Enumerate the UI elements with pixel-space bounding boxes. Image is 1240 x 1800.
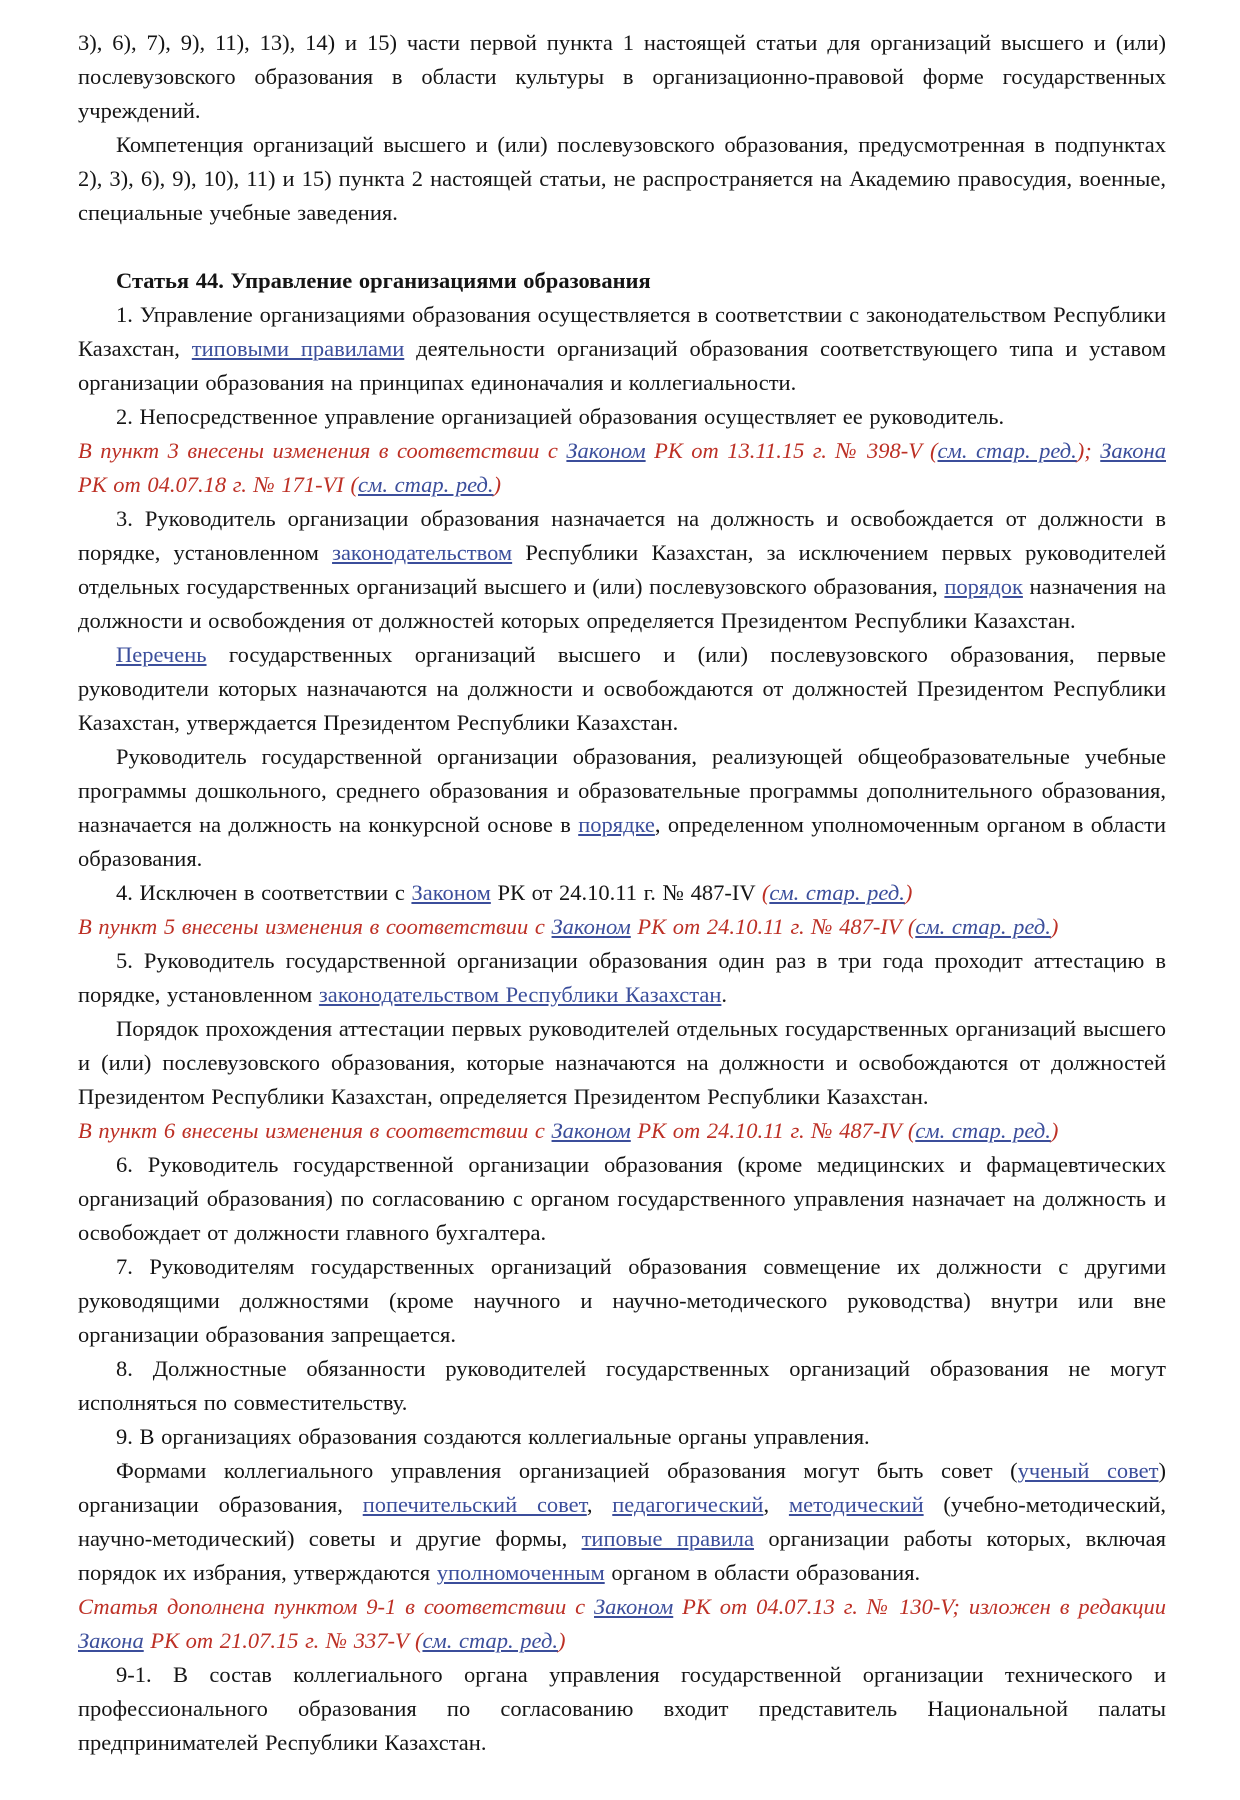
law-link[interactable]: порядке	[578, 812, 655, 837]
text-run: 2. Непосредственное управление организацией образования осуществляет ее руководитель.	[116, 404, 1005, 429]
text-run: 9. В организациях образования создаются коллегиальные органы управления.	[116, 1424, 870, 1449]
law-link[interactable]: законодательством	[332, 540, 513, 565]
paragraph	[78, 26, 1166, 128]
paragraph	[78, 944, 1166, 1012]
paragraph	[78, 1420, 1166, 1454]
text-run: .	[721, 982, 728, 1007]
law-link[interactable]: см. стар. ред.	[915, 914, 1051, 939]
text-run: Статья дополнена пунктом 9-1 в соответствии с	[78, 1594, 594, 1619]
text-run: 7. Руководителям государственных организаций образования совмещение их должности с другими руководящими должностями (кроме научного и научно-методического руководства) внутри или вне организации образования запрещается.	[78, 1254, 1166, 1347]
text-run: 9-1. В состав коллегиального органа управления государственной организации технического и профессионального образования по согласованию входит представитель Национальной палаты предпринимателей Республики Казахстан.	[78, 1662, 1166, 1755]
text-run: )	[557, 1628, 566, 1653]
amendment-note	[78, 910, 1166, 944]
paragraph	[78, 1658, 1166, 1760]
law-link[interactable]: Перечень	[116, 642, 207, 667]
law-link[interactable]: см. стар. ред.	[769, 880, 905, 905]
paragraph	[78, 876, 1166, 910]
law-link[interactable]: законодательством Республики Казахстан	[318, 982, 722, 1007]
paragraph	[78, 740, 1166, 876]
law-link[interactable]: методический	[788, 1492, 924, 1517]
text-run: организации работы которых, включая порядок их избрания, утверждаются	[78, 1526, 1166, 1585]
amendment-note	[78, 1114, 1166, 1148]
law-link[interactable]: Законом	[411, 880, 491, 905]
law-link[interactable]: уполномоченным	[436, 1560, 605, 1585]
text-run: Компетенция организаций высшего и (или) послевузовского образования, предусмотренная в подпунктах 2), 3), 6), 9), 10), 11) и 15) пункта 2 настоящей статьи, не распространяется на Академию правосудия, военные, специальные учебные заведения.	[78, 132, 1166, 225]
law-link[interactable]: ученый совет	[1017, 1458, 1159, 1483]
law-link[interactable]: попечительский совет	[362, 1492, 587, 1517]
text-run: В пункт 3 внесены изменения в соответствии с	[78, 438, 567, 463]
paragraph	[78, 1352, 1166, 1420]
text-run: назначения на должности и освобождения от должностей которых определяется Президентом Республики Казахстан.	[78, 574, 1166, 633]
law-link[interactable]: типовые правила	[581, 1526, 755, 1551]
text-run: Порядок прохождения аттестации первых руководителей отдельных государственных организаций высшего и (или) послевузовского образования, которые назначаются на должности и освобождаются от должностей Президентом Республики Казахстан, определяется Президентом Республики Казахстан.	[78, 1016, 1166, 1109]
law-link[interactable]: Законом	[551, 1118, 631, 1143]
text-run: РК от 24.10.11 г. № 487-IV	[490, 880, 762, 905]
paragraph	[78, 298, 1166, 400]
text-run: органом в области образования.	[604, 1560, 921, 1585]
text-run: деятельности организаций образования соответствующего типа и уставом организации образования на принципах единоначалия и коллегиальности.	[78, 336, 1167, 395]
paragraph	[78, 1454, 1166, 1590]
law-link[interactable]: Законом	[566, 438, 646, 463]
text-run: ,	[763, 1492, 789, 1517]
text-run: 3. Руководитель организации образования назначается на должность и освобождается от должности в порядке, установленном	[78, 506, 1166, 565]
text-run: РК от 13.11.15 г. № 398-V (	[645, 438, 938, 463]
law-link[interactable]: см. стар. ред.	[937, 438, 1077, 463]
paragraph	[78, 502, 1166, 638]
text-run: 5. Руководитель государственной организации образования один раз в три года проходит аттестацию в порядке, установленном	[78, 948, 1166, 1007]
paragraph	[78, 128, 1166, 230]
text-run: РК от 21.07.15 г. № 337-V (	[143, 1628, 423, 1653]
law-link[interactable]: Закона	[1100, 438, 1166, 463]
law-link[interactable]: типовыми правилами	[191, 336, 405, 361]
text-run: В пункт 6 внесены изменения в соответствии с	[78, 1118, 552, 1143]
text-run: )	[1050, 1118, 1059, 1143]
text-run: Республики Казахстан, за исключением первых руководителей отдельных государственных организаций высшего и (или) послевузовского образования,	[78, 540, 1166, 599]
law-link[interactable]: Закона	[78, 1628, 144, 1653]
article-heading	[78, 264, 1166, 298]
text-run: РК от 24.10.11 г. № 487-IV (	[630, 1118, 916, 1143]
law-link[interactable]: см. стар. ред.	[915, 1118, 1051, 1143]
text-run: Формами коллегиального управления организацией образования могут быть совет (	[116, 1458, 1018, 1483]
text-run: РК от 04.07.18 г. № 171-VI (	[78, 472, 358, 497]
amendment-note	[78, 434, 1166, 502]
text-run: )	[904, 880, 913, 905]
text-run: РК от 04.07.13 г. № 130-V; изложен в редакции	[673, 1594, 1166, 1619]
text-run: государственных организаций высшего и (или) послевузовского образования, первые руководители которых назначаются на должности и освобождаются от должностей Президентом Республики Казахстан, утверждается Президентом Республики Казахстан.	[78, 642, 1166, 735]
law-link[interactable]: Законом	[551, 914, 631, 939]
amendment-note	[78, 1590, 1166, 1658]
text-run: 1. Управление организациями образования осуществляется в соответствии с законодательством Республики Казахстан,	[78, 302, 1166, 361]
text-run: ,	[586, 1492, 613, 1517]
paragraph	[78, 1148, 1166, 1250]
paragraph	[78, 400, 1166, 434]
paragraph	[78, 1250, 1166, 1352]
text-run: РК от 24.10.11 г. № 487-IV (	[630, 914, 916, 939]
text-run: (	[761, 880, 770, 905]
text-run: );	[1076, 438, 1101, 463]
paragraph	[78, 638, 1166, 740]
law-link[interactable]: педагогический	[612, 1492, 764, 1517]
text-run: 3), 6), 7), 9), 11), 13), 14) и 15) части первой пункта 1 настоящей статьи для организаций высшего и (или) послевузовского образования в области культуры в организационно-правовой форме государственных учреждений.	[78, 30, 1166, 123]
law-link[interactable]: порядок	[944, 574, 1023, 599]
text-run: )	[1050, 914, 1059, 939]
law-link[interactable]: Законом	[594, 1594, 674, 1619]
text-run: 8. Должностные обязанности руководителей государственных организаций образования не могут исполняться по совместительству.	[78, 1356, 1166, 1415]
text-run: Статья 44. Управление организациями образования	[116, 268, 651, 293]
text-run: В пункт 5 внесены изменения в соответствии с	[78, 914, 552, 939]
text-run: (учебно-методический, научно-методический) советы и другие формы,	[78, 1492, 1167, 1551]
text-run: 4. Исключен в соответствии с	[116, 880, 412, 905]
text-run: ) организации образования,	[78, 1458, 1166, 1517]
text-run: 6. Руководитель государственной организации образования (кроме медицинских и фармацевтических организаций образования) по согласованию с органом государственного управления назначает на должность и освобождает от должности главного бухгалтера.	[78, 1152, 1166, 1245]
text-run: )	[493, 472, 502, 497]
text-run: , определенном уполномоченным органом в области образования.	[78, 812, 1167, 871]
law-link[interactable]: см. стар. ред.	[422, 1628, 558, 1653]
law-link[interactable]: см. стар. ред.	[357, 472, 494, 497]
text-run: Руководитель государственной организации образования, реализующей общеобразовательные учебные программы дошкольного, среднего образования и образовательные программы дополнительного образования, назначается на должность на конкурсной основе в	[78, 744, 1166, 837]
paragraph	[78, 1012, 1166, 1114]
